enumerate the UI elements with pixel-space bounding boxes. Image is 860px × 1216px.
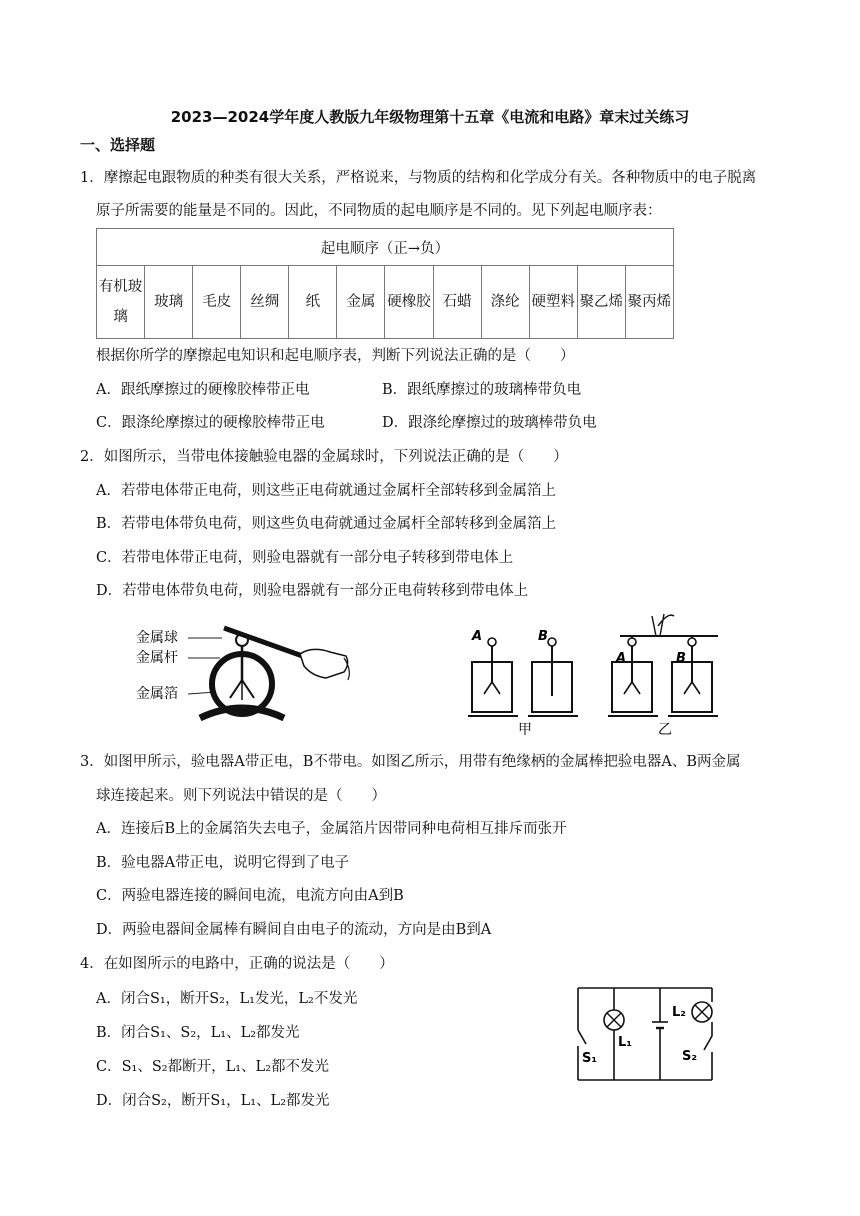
page-title: 2023—2024学年度人教版九年级物理第十五章《电流和电路》章末过关练习: [170, 108, 690, 126]
q4-option-c: C．S₁、S₂都断开，L₁、L₂都不发光: [96, 1059, 329, 1075]
label-jia: 甲: [518, 722, 532, 738]
q4-stem: 4．在如图所示的电路中，正确的说法是（ ）: [80, 956, 394, 972]
q4-option-a: A．闭合S₁，断开S₂，L₁发光，L₂不发光: [96, 991, 358, 1007]
q1-stem-line1: 1．摩擦起电跟物质的种类有很大关系，严格说来，与物质的结构和化学成分有关。各种物质中的电子脱离: [80, 170, 757, 186]
label-a-jia: A: [472, 629, 483, 644]
electroscopes-jia-yi-figure: [468, 612, 728, 738]
q4-option-b: B．闭合S₁、S₂，L₁、L₂都发光: [96, 1025, 300, 1041]
label-metal-rod: 金属杆: [136, 650, 178, 666]
q1-option-d: D．跟涤纶摩擦过的玻璃棒带负电: [382, 415, 597, 431]
label-l2: L₂: [672, 1005, 686, 1020]
q2-stem: 2．如图所示，当带电体接触验电器的金属球时，下列说法正确的是（ ）: [80, 449, 568, 465]
table-cell: 纸: [289, 266, 337, 339]
table-cell: 毛皮: [193, 266, 241, 339]
table-cell: 石蜡: [433, 266, 481, 339]
q4-option-d: D．闭合S₂，断开S₁，L₁、L₂都发光: [96, 1093, 330, 1109]
q3-option-c: C．两验电器连接的瞬间电流，电流方向由A到B: [96, 888, 404, 904]
q2-option-b: B．若带电体带负电荷，则这些负电荷就通过金属杆全部转移到金属箔上: [96, 516, 557, 532]
circuit-diagram: [574, 984, 724, 1084]
table-cell: 涤纶: [481, 266, 529, 339]
electroscope-figure: [130, 618, 370, 718]
label-b-jia: B: [538, 629, 548, 644]
q3-option-a: A．连接后B上的金属箔失去电子，金属箔片因带同种电荷相互排斥而张开: [96, 821, 567, 837]
q3-option-b: B．验电器A带正电，说明它得到了电子: [96, 855, 350, 871]
q2-option-a: A．若带电体带正电荷，则这些正电荷就通过金属杆全部转移到金属箔上: [96, 483, 556, 499]
q2-option-c: C．若带电体带正电荷，则验电器就有一部分电子转移到带电体上: [96, 550, 514, 566]
q3-stem-line1: 3．如图甲所示，验电器A带正电，B不带电。如图乙所示，用带有绝缘柄的金属棒把验电器A、B两金属: [80, 754, 741, 770]
q1-prompt: 根据你所学的摩擦起电知识和起电顺序表，判断下列说法正确的是（ ）: [96, 348, 575, 364]
table-cell: 有机玻璃: [97, 266, 145, 339]
table-cell: 玻璃: [145, 266, 193, 339]
label-metal-foil: 金属箔: [136, 686, 178, 702]
table-header: 起电顺序（正→负）: [97, 229, 674, 266]
q1-option-b: B．跟纸摩擦过的玻璃棒带负电: [382, 382, 582, 398]
label-yi: 乙: [658, 722, 672, 738]
label-metal-ball: 金属球: [136, 630, 178, 646]
table-cell: 聚丙烯: [625, 266, 673, 339]
q1-option-a: A．跟纸摩擦过的硬橡胶棒带正电: [96, 382, 310, 398]
q3-stem-line2: 球连接起来。则下列说法中错误的是（ ）: [96, 788, 386, 804]
table-cell: 丝绸: [241, 266, 289, 339]
label-a-yi: A: [616, 651, 627, 666]
table-cell: 金属: [337, 266, 385, 339]
section-heading: 一、选择题: [80, 136, 156, 154]
triboelectric-series-table: [96, 228, 674, 339]
q1-stem-line2: 原子所需要的能量是不同的。因此，不同物质的起电顺序是不同的。见下列起电顺序表：: [96, 203, 662, 219]
q2-option-d: D．若带电体带负电荷，则验电器就有一部分正电荷转移到带电体上: [96, 583, 529, 599]
table-cell: 硬橡胶: [385, 266, 433, 339]
label-l1: L₁: [618, 1035, 632, 1050]
q1-option-c: C．跟涤纶摩擦过的硬橡胶棒带正电: [96, 415, 325, 431]
label-b-yi: B: [676, 651, 686, 666]
table-cell: 聚乙烯: [577, 266, 625, 339]
label-s1: S₁: [582, 1051, 598, 1066]
table-cell: 硬塑料: [529, 266, 577, 339]
q3-option-d: D．两验电器间金属棒有瞬间自由电子的流动，方向是由B到A: [96, 922, 492, 938]
label-s2: S₂: [682, 1049, 698, 1064]
